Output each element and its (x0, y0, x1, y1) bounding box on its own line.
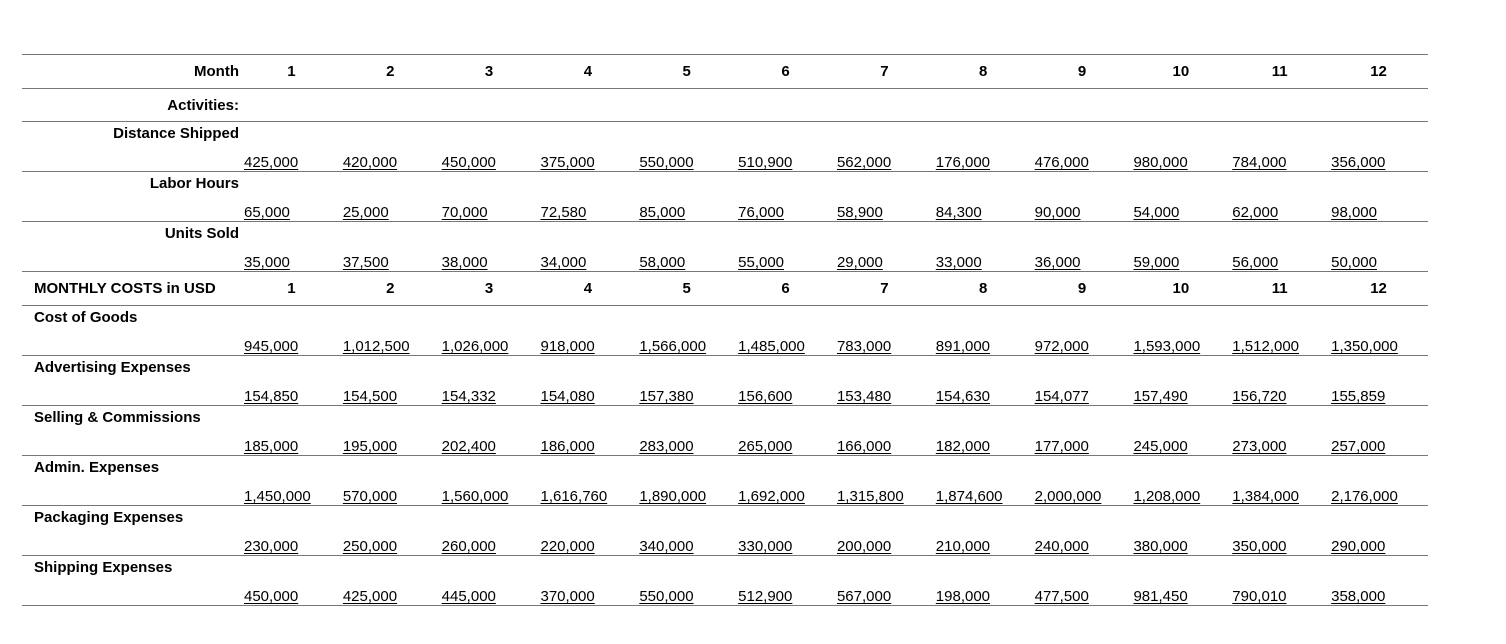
month-header-row (22, 55, 1428, 89)
value-text: 154,500 (342, 388, 398, 405)
month-header-cell: 6 (736, 55, 835, 89)
month-header-cell: 9 (1033, 55, 1132, 89)
value-cell (1329, 122, 1428, 172)
value-text: 1,384,000 (1232, 488, 1300, 505)
value-text: 2,000,000 (1034, 488, 1102, 505)
value-text: 340,000 (639, 538, 694, 555)
value-cell (637, 506, 736, 556)
value-text: 182,000 (935, 438, 991, 455)
value-text: 283,000 (639, 438, 694, 455)
month-header-cell: 5 (637, 55, 736, 89)
value-cell (1033, 172, 1132, 222)
value-text: 358,000 (1331, 588, 1386, 605)
value-cell (1230, 456, 1329, 506)
value-cell (440, 122, 539, 172)
value-cell (1033, 122, 1132, 172)
value-cell (1033, 456, 1132, 506)
value-text: 50,000 (1331, 254, 1377, 271)
cost-spreadsheet (22, 54, 1428, 606)
value-text: 176,000 (935, 154, 991, 171)
value-cell (1131, 456, 1230, 506)
value-text: 36,000 (1034, 254, 1081, 271)
value-text: 425,000 (342, 588, 398, 605)
value-text: 550,000 (639, 588, 694, 605)
value-text: 34,000 (540, 254, 587, 271)
value-text: 330,000 (738, 538, 793, 555)
value-cell (242, 172, 341, 222)
value-cell (1131, 556, 1230, 606)
value-cell (538, 556, 637, 606)
table-row (22, 406, 1428, 456)
value-cell (1033, 506, 1132, 556)
month-header-cell: 5 (637, 272, 736, 306)
value-cell (242, 122, 341, 172)
value-cell (538, 456, 637, 506)
month-header-cell: 8 (934, 55, 1033, 89)
value-cell (341, 172, 440, 222)
value-text: 1,512,000 (1232, 338, 1300, 355)
row-label: Labor Hours (22, 172, 242, 222)
value-text: 25,000 (342, 204, 389, 221)
value-cell (934, 222, 1033, 272)
month-header-cell: 7 (835, 55, 934, 89)
value-cell (1230, 306, 1329, 356)
row-label: Units Sold (22, 222, 242, 272)
empty-cell (637, 89, 736, 122)
value-text: 1,208,000 (1133, 488, 1201, 505)
value-text: 154,850 (244, 388, 299, 405)
value-cell (440, 406, 539, 456)
value-cell (1329, 556, 1428, 606)
value-cell (835, 356, 934, 406)
table-row (22, 306, 1428, 356)
value-cell (242, 406, 341, 456)
empty-cell (736, 89, 835, 122)
empty-cell (1033, 89, 1132, 122)
value-cell (934, 356, 1033, 406)
month-header-cell: 8 (934, 272, 1033, 306)
value-cell (1131, 222, 1230, 272)
value-text: 420,000 (342, 154, 398, 171)
value-text: 59,000 (1133, 254, 1180, 271)
empty-cell (1230, 89, 1329, 122)
value-text: 29,000 (836, 254, 883, 271)
value-text: 76,000 (738, 204, 785, 221)
value-cell (835, 556, 934, 606)
month-header-cell: 10 (1131, 272, 1230, 306)
value-cell (242, 556, 341, 606)
value-text: 54,000 (1133, 204, 1180, 221)
empty-cell (538, 89, 637, 122)
row-label: Admin. Expenses (22, 456, 242, 506)
table-row (22, 506, 1428, 556)
value-cell (1033, 556, 1132, 606)
value-cell (440, 222, 539, 272)
value-cell (1033, 406, 1132, 456)
value-cell (1329, 172, 1428, 222)
value-cell (538, 356, 637, 406)
value-text: 1,566,000 (639, 338, 707, 355)
value-cell (835, 222, 934, 272)
value-text: 945,000 (244, 338, 299, 355)
value-cell (242, 306, 341, 356)
value-text: 58,000 (639, 254, 686, 271)
value-cell (736, 506, 835, 556)
value-text: 567,000 (836, 588, 892, 605)
month-header-cell: 10 (1131, 55, 1230, 89)
value-cell (1230, 406, 1329, 456)
month-header-cell: 4 (538, 272, 637, 306)
activities-row (22, 89, 1428, 122)
value-cell (1131, 506, 1230, 556)
value-cell (835, 306, 934, 356)
month-header-cell: 6 (736, 272, 835, 306)
value-text: 154,080 (540, 388, 595, 405)
value-cell (341, 406, 440, 456)
value-text: 273,000 (1232, 438, 1287, 455)
value-text: 981,450 (1133, 588, 1188, 605)
month-header-row-label: Month (22, 55, 242, 89)
value-text: 195,000 (342, 438, 398, 455)
value-text: 380,000 (1133, 538, 1188, 555)
value-cell (440, 556, 539, 606)
empty-cell (835, 89, 934, 122)
value-cell (538, 172, 637, 222)
month-header-cell: 2 (341, 55, 440, 89)
value-text: 200,000 (836, 538, 892, 555)
value-cell (341, 506, 440, 556)
row-label: Cost of Goods (22, 306, 242, 356)
value-cell (242, 456, 341, 506)
value-text: 156,600 (738, 388, 793, 405)
value-text: 186,000 (540, 438, 595, 455)
value-text: 290,000 (1331, 538, 1386, 555)
value-cell (1033, 222, 1132, 272)
month-header-cell: 11 (1230, 272, 1329, 306)
value-text: 370,000 (540, 588, 595, 605)
value-cell (736, 306, 835, 356)
value-text: 70,000 (441, 204, 488, 221)
value-text: 62,000 (1232, 204, 1279, 221)
value-cell (440, 172, 539, 222)
value-text: 98,000 (1331, 204, 1377, 221)
value-text: 166,000 (836, 438, 892, 455)
value-text: 972,000 (1034, 338, 1089, 355)
value-text: 35,000 (244, 254, 290, 271)
value-text: 2,176,000 (1331, 488, 1398, 505)
row-label: Advertising Expenses (22, 356, 242, 406)
value-cell (1230, 506, 1329, 556)
value-cell (1033, 306, 1132, 356)
month-header-cell: 3 (440, 272, 539, 306)
value-cell (934, 506, 1033, 556)
value-cell (637, 122, 736, 172)
value-text: 65,000 (244, 204, 290, 221)
row-label: Packaging Expenses (22, 506, 242, 556)
value-cell (934, 406, 1033, 456)
value-text: 1,890,000 (639, 488, 707, 505)
value-cell (1230, 222, 1329, 272)
value-text: 375,000 (540, 154, 595, 171)
value-cell (736, 172, 835, 222)
value-text: 177,000 (1034, 438, 1089, 455)
value-text: 155,859 (1331, 388, 1386, 405)
value-text: 33,000 (935, 254, 982, 271)
value-text: 154,630 (935, 388, 991, 405)
value-cell (538, 306, 637, 356)
value-text: 55,000 (738, 254, 785, 271)
value-text: 1,593,000 (1133, 338, 1201, 355)
value-text: 202,400 (441, 438, 496, 455)
value-text: 230,000 (244, 538, 299, 555)
value-text: 425,000 (244, 154, 299, 171)
value-text: 250,000 (342, 538, 398, 555)
value-cell (736, 356, 835, 406)
value-cell (341, 306, 440, 356)
empty-cell (341, 89, 440, 122)
table-row (22, 556, 1428, 606)
value-cell (637, 556, 736, 606)
value-cell (637, 222, 736, 272)
value-cell (242, 222, 341, 272)
value-text: 1,315,800 (836, 488, 904, 505)
value-text: 154,077 (1034, 388, 1089, 405)
value-text: 240,000 (1034, 538, 1089, 555)
empty-cell (242, 89, 341, 122)
value-cell (1230, 556, 1329, 606)
value-text: 450,000 (441, 154, 496, 171)
value-text: 257,000 (1331, 438, 1386, 455)
value-text: 1,012,500 (342, 338, 410, 355)
costs-header-row (22, 272, 1428, 306)
value-text: 84,300 (935, 204, 982, 221)
month-header-cell: 9 (1033, 272, 1132, 306)
value-text: 980,000 (1133, 154, 1188, 171)
month-header-cell: 12 (1329, 272, 1428, 306)
value-cell (637, 406, 736, 456)
value-text: 1,616,760 (540, 488, 608, 505)
value-text: 1,874,600 (935, 488, 1003, 505)
month-header-cell: 4 (538, 55, 637, 89)
value-cell (440, 356, 539, 406)
value-text: 1,026,000 (441, 338, 509, 355)
value-cell (637, 306, 736, 356)
table-row (22, 222, 1428, 272)
table-row (22, 356, 1428, 406)
costs-header-row-label: MONTHLY COSTS in USD (22, 272, 242, 306)
value-cell (341, 456, 440, 506)
table-row (22, 122, 1428, 172)
month-header-cell: 7 (835, 272, 934, 306)
value-cell (736, 122, 835, 172)
value-text: 356,000 (1331, 154, 1386, 171)
month-header-cell: 11 (1230, 55, 1329, 89)
value-cell (1131, 122, 1230, 172)
value-cell (1131, 356, 1230, 406)
value-cell (242, 356, 341, 406)
value-text: 1,350,000 (1331, 338, 1398, 355)
value-cell (1033, 356, 1132, 406)
empty-cell (1131, 89, 1230, 122)
value-text: 85,000 (639, 204, 686, 221)
value-cell (835, 506, 934, 556)
value-cell (1131, 406, 1230, 456)
value-text: 1,560,000 (441, 488, 509, 505)
value-cell (1131, 172, 1230, 222)
month-header-cell: 2 (341, 272, 440, 306)
value-cell (1329, 406, 1428, 456)
value-cell (934, 122, 1033, 172)
value-text: 38,000 (441, 254, 488, 271)
value-text: 790,010 (1232, 588, 1287, 605)
value-text: 445,000 (441, 588, 496, 605)
value-text: 476,000 (1034, 154, 1089, 171)
cost-table (22, 54, 1428, 606)
value-text: 185,000 (244, 438, 299, 455)
value-cell (1329, 356, 1428, 406)
value-text: 154,332 (441, 388, 496, 405)
value-cell (341, 222, 440, 272)
table-row (22, 172, 1428, 222)
value-text: 891,000 (935, 338, 991, 355)
value-text: 350,000 (1232, 538, 1287, 555)
value-cell (934, 172, 1033, 222)
value-text: 265,000 (738, 438, 793, 455)
value-cell (1329, 306, 1428, 356)
month-header-cell: 3 (440, 55, 539, 89)
value-text: 198,000 (935, 588, 991, 605)
value-text: 37,500 (342, 254, 389, 271)
value-text: 210,000 (935, 538, 991, 555)
value-cell (341, 122, 440, 172)
value-text: 260,000 (441, 538, 496, 555)
value-text: 58,900 (836, 204, 883, 221)
value-cell (736, 556, 835, 606)
activities-label: Activities: (22, 89, 242, 122)
value-cell (934, 556, 1033, 606)
value-cell (538, 506, 637, 556)
value-cell (440, 506, 539, 556)
value-cell (538, 406, 637, 456)
value-text: 1,450,000 (244, 488, 311, 505)
value-text: 570,000 (342, 488, 398, 505)
value-text: 90,000 (1034, 204, 1081, 221)
value-text: 510,900 (738, 154, 793, 171)
value-cell (1131, 306, 1230, 356)
empty-cell (934, 89, 1033, 122)
empty-cell (440, 89, 539, 122)
value-cell (1329, 506, 1428, 556)
value-text: 245,000 (1133, 438, 1188, 455)
value-cell (1230, 122, 1329, 172)
value-text: 1,485,000 (738, 338, 805, 355)
value-cell (242, 506, 341, 556)
value-text: 220,000 (540, 538, 595, 555)
value-text: 157,490 (1133, 388, 1188, 405)
value-cell (637, 356, 736, 406)
row-label: Selling & Commissions (22, 406, 242, 456)
value-text: 512,900 (738, 588, 793, 605)
value-cell (1329, 222, 1428, 272)
value-cell (637, 456, 736, 506)
value-cell (934, 306, 1033, 356)
value-cell (1329, 456, 1428, 506)
value-cell (736, 222, 835, 272)
value-text: 157,380 (639, 388, 694, 405)
month-header-cell: 1 (242, 55, 341, 89)
value-cell (736, 406, 835, 456)
row-label: Distance Shipped (22, 122, 242, 172)
value-cell (835, 172, 934, 222)
value-cell (934, 456, 1033, 506)
value-text: 72,580 (540, 204, 587, 221)
value-cell (538, 122, 637, 172)
row-label: Shipping Expenses (22, 556, 242, 606)
table-row (22, 456, 1428, 506)
value-cell (538, 222, 637, 272)
value-cell (835, 122, 934, 172)
value-text: 783,000 (836, 338, 892, 355)
value-text: 153,480 (836, 388, 892, 405)
value-cell (341, 556, 440, 606)
value-cell (341, 356, 440, 406)
value-text: 56,000 (1232, 254, 1279, 271)
value-cell (736, 456, 835, 506)
value-text: 562,000 (836, 154, 892, 171)
value-cell (835, 456, 934, 506)
value-text: 784,000 (1232, 154, 1287, 171)
value-text: 156,720 (1232, 388, 1287, 405)
value-cell (835, 406, 934, 456)
empty-cell (1329, 89, 1428, 122)
value-text: 1,692,000 (738, 488, 805, 505)
value-text: 450,000 (244, 588, 299, 605)
value-cell (1230, 172, 1329, 222)
value-cell (440, 306, 539, 356)
value-text: 550,000 (639, 154, 694, 171)
value-cell (637, 172, 736, 222)
value-cell (440, 456, 539, 506)
month-header-cell: 12 (1329, 55, 1428, 89)
value-text: 918,000 (540, 338, 595, 355)
month-header-cell: 1 (242, 272, 341, 306)
value-text: 477,500 (1034, 588, 1089, 605)
value-cell (1230, 356, 1329, 406)
